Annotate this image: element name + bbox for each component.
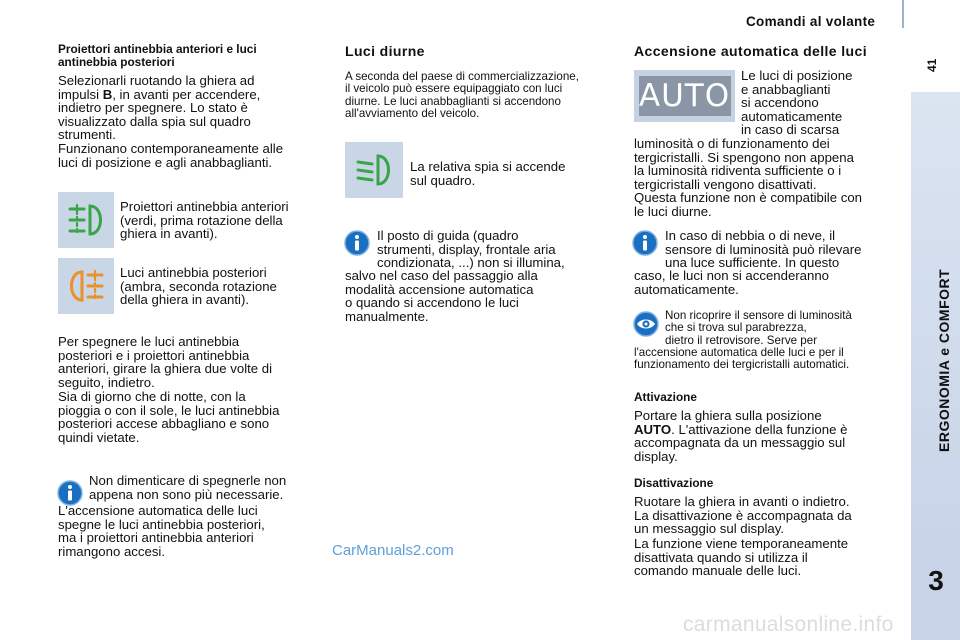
header-title: Comandi al volante <box>746 14 876 29</box>
auto-badge-text: AUTO <box>638 78 731 114</box>
fog-lights-paragraph-1: Selezionarli ruotando la ghiera ad impulsi B, in avanti per accendere, indietro per spegnere. Lo stato è visualizzato dalla spia sul quadro strumenti. <box>58 73 261 143</box>
daytime-lights-heading: Luci diurne <box>345 43 425 59</box>
info-icon <box>632 230 658 261</box>
auto-lights-paragraph-1-top: Le luci di posizione e anabbaglianti si accendono automaticamente in caso di scarsa <box>741 68 853 138</box>
activation-heading: Attivazione <box>634 390 697 404</box>
fog-lights-heading: Proiettori antinebbia anteriori e luci antinebbia posteriori <box>58 42 257 69</box>
activation-text: Portare la ghiera sulla posizione AUTO. L'attivazione della funzione è accompagnata da un messaggio sul display. <box>634 408 848 464</box>
auto-lights-paragraph-1-bottom: luminosità o di funzionamento dei tergicristalli. Si spengono non appena la luminosità ridiventa sufficiente o i tergicristalli vengono disattivati. <box>634 136 854 192</box>
rear-fog-lamp-icon <box>58 258 114 314</box>
page-number: 41 <box>925 58 939 72</box>
sensor-warning-continued: l'accensione automatica delle luci e per il funzionamento dei tergicristalli automatici. <box>634 346 850 372</box>
deactivation-text-2: La funzione viene temporaneamente disattivata quando si utilizza il comando manuale delle luci. <box>634 536 849 579</box>
auto-lights-paragraph-2: Questa funzione non è compatibile con le luci diurne. <box>634 190 862 219</box>
daytime-lights-intro: A seconda del paese di commercializzazione, il veicolo può essere equipaggiato con luci diurne. Le luci anabbaglianti si accendono all'avviamento del veicolo. <box>345 70 579 121</box>
eye-icon <box>633 311 659 342</box>
auto-lights-info-continued: caso, le luci non si accenderanno automaticamente. <box>634 268 830 297</box>
deactivation-text: Ruotare la ghiera in avanti o indietro. La disattivazione è accompagnata da un messaggio sul display. <box>634 494 852 537</box>
rear-fog-description: Luci antinebbia posteriori (ambra, seconda rotazione della ghiera in avanti). <box>120 265 277 308</box>
header-rule <box>902 0 904 28</box>
watermark-right: carmanualsonline.info <box>683 613 894 636</box>
auto-badge-icon <box>634 70 735 122</box>
watermark-left: CarManuals2.com <box>332 542 454 559</box>
daytime-lamp-icon <box>345 142 403 198</box>
daytime-lights-note: Il posto di guida (quadro strumenti, display, frontale aria condizionata, ...) non si illumina, <box>377 228 565 271</box>
daytime-lamp-description: La relativa spia si accende sul quadro. <box>410 159 566 188</box>
front-fog-description: Proiettori antinebbia anteriori (verdi, prima rotazione della ghiera in avanti). <box>120 199 289 242</box>
sensor-warning: Non ricoprire il sensore di luminosità che si trova sul parabrezza, dietro il retrovisore. Serve per <box>665 309 852 347</box>
front-fog-lamp-icon <box>58 192 114 248</box>
fog-lights-note-continued: L'accensione automatica delle luci spegne le luci antinebbia posteriori, ma i proiettori antinebbia anteriori rimangono accesi. <box>58 503 265 559</box>
info-icon <box>344 230 370 261</box>
chapter-label: ERGONOMIA e COMFORT <box>936 268 952 452</box>
chapter-number: 3 <box>928 565 944 596</box>
fog-lights-paragraph-2: Funzionano contemporaneamente alle luci di posizione e agli anabbaglianti. <box>58 141 284 170</box>
daytime-lights-note-continued: salvo nel caso del passaggio alla modalità accensione automatica o quando si accendono le luci manualmente. <box>345 268 538 324</box>
auto-lights-info: In caso di nebbia o di neve, il sensore di luminosità può rilevare una luce sufficiente. In questo <box>665 228 862 271</box>
fog-lights-note: Non dimenticare di spegnerle non appena non sono più necessarie. <box>89 473 287 502</box>
auto-lights-heading: Accensione automatica delle luci <box>634 43 867 59</box>
fog-lights-paragraph-3: Per spegnere le luci antinebbia posteriori e i proiettori antinebbia anteriori, girare la ghiera due volte di seguito, indietro. <box>58 334 273 390</box>
fog-lights-paragraph-4: Sia di giorno che di notte, con la pioggia o con il sole, le luci antinebbia posteriori accese abbagliano e sono quindi vietate. <box>58 389 280 445</box>
deactivation-heading: Disattivazione <box>634 476 714 490</box>
